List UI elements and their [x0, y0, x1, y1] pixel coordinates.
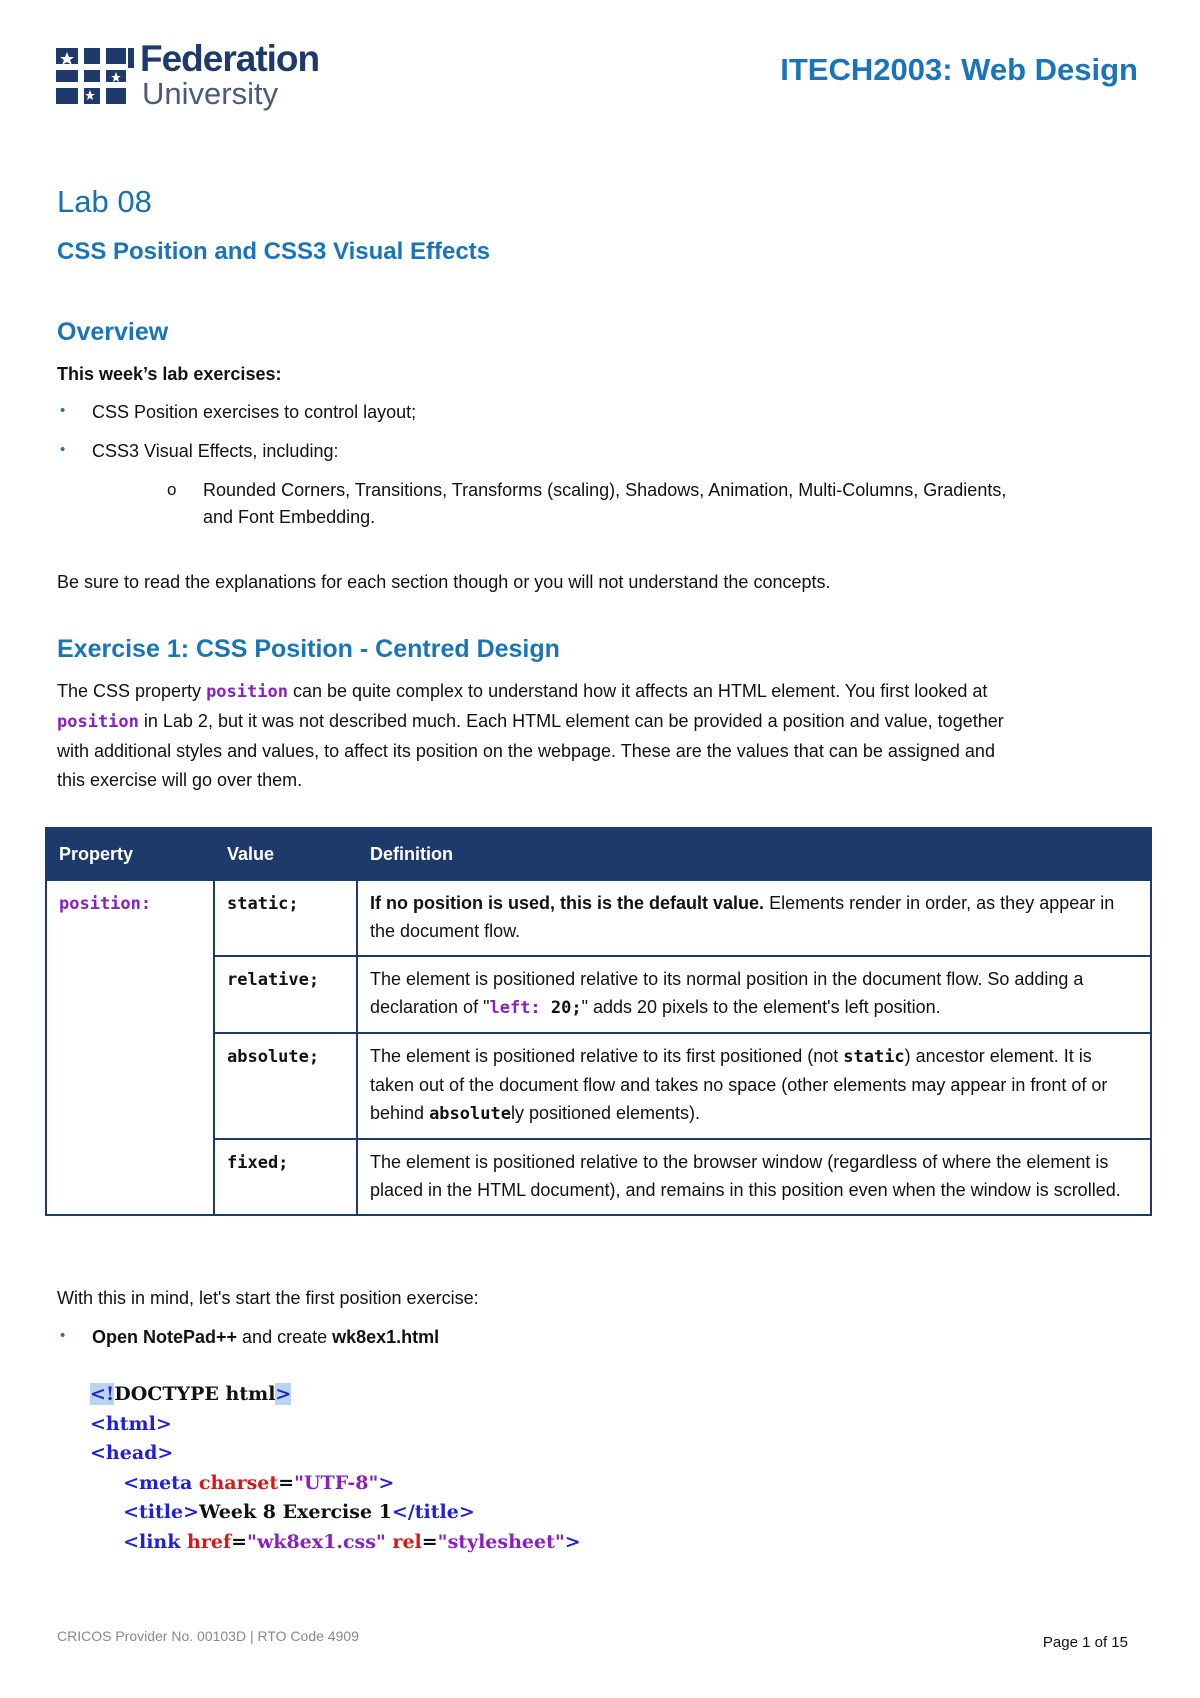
html-code-block: [90, 1380, 581, 1557]
overview-intro: This week’s lab exercises:: [57, 364, 282, 384]
step-text: and create: [237, 1327, 333, 1347]
table-cell-value: [214, 880, 357, 956]
sub-bullet-marker: o: [167, 480, 177, 499]
code-token: "stylesheet": [437, 1530, 565, 1553]
table-header-value: Value: [214, 828, 357, 880]
federation-university-logo: [56, 38, 326, 114]
table-cell-definition: The element is positioned relative to the browser window (regardless of where the element is placed in the HTML document), and remains in this position even when the window is scrolled.: [357, 1139, 1151, 1215]
lab-title: Lab 08: [57, 184, 152, 219]
course-title: ITECH2003: Web Design: [780, 52, 1138, 87]
table-cell-value: [214, 1033, 357, 1139]
code-keyword-position: position: [57, 712, 139, 732]
code-keyword-position: position: [206, 682, 288, 702]
table-cell-value: [214, 1139, 357, 1215]
logo-text-federation: Federation: [140, 38, 320, 79]
overview-note: Be sure to read the explanations for each section though or you will not understand the concepts.: [57, 572, 831, 592]
code-token: </title>: [391, 1501, 475, 1523]
intro-text: this exercise will go over them.: [57, 770, 303, 790]
table-cell-definition: [357, 956, 1151, 1033]
code-line: [90, 1498, 581, 1528]
code-line: [90, 1528, 581, 1558]
footer-page-number: Page 1 of 15: [1042, 1634, 1128, 1651]
step-open-notepad: [92, 1323, 439, 1351]
exercise-1-heading: Exercise 1: CSS Position - Centred Design: [57, 635, 560, 663]
code-line: [90, 1410, 581, 1440]
sub-bullet-line-2: and Font Embedding.: [203, 507, 376, 527]
code-left: left:: [489, 998, 541, 1018]
code-token: DOCTYPE html: [114, 1383, 276, 1405]
code-token: <!: [90, 1383, 115, 1405]
code-token: charset: [192, 1471, 279, 1494]
overview-sub-bullet: [203, 477, 1133, 531]
bullet-marker: •: [60, 441, 66, 458]
after-table-text: With this in mind, let's start the first position exercise:: [57, 1288, 479, 1308]
table-header-definition: Definition: [357, 828, 1151, 880]
code-token: <link: [123, 1530, 181, 1553]
code-static: static: [843, 1047, 905, 1067]
definition-bold: If no position is used, this is the default value.: [370, 893, 765, 913]
table-cell-definition: [357, 1033, 1151, 1139]
code-token: >: [564, 1530, 581, 1553]
code-token: =: [421, 1530, 438, 1553]
code-token: "UTF-8": [294, 1471, 379, 1494]
value-static: static;: [227, 894, 299, 914]
table-header-property: Property: [46, 828, 214, 880]
position-values-table: [45, 827, 1152, 1216]
value-relative: relative;: [227, 970, 320, 990]
definition-text: The element is positioned relative to its first positioned (not: [370, 1046, 844, 1066]
code-20: 20;: [540, 998, 582, 1018]
overview-bullet-1: CSS Position exercises to control layout;: [92, 402, 417, 422]
logo-text-university: University: [142, 76, 279, 111]
step-bold: Open NotePad++: [92, 1327, 238, 1347]
code-token: <meta: [123, 1471, 193, 1494]
bullet-marker: •: [60, 402, 66, 419]
table-row: [46, 880, 1151, 956]
table-cell-property: [46, 880, 214, 1215]
code-absolute: absolute: [429, 1104, 511, 1124]
intro-text: in Lab 2, but it was not described much. Each HTML element can be provided a position and value, together: [138, 711, 1004, 731]
definition-text: ) ancestor element. It is taken out of the document flow and takes no space (other elements may appear in front of or behind: [370, 1046, 1108, 1123]
code-token: href: [180, 1530, 232, 1553]
overview-bullet-2: CSS3 Visual Effects, including:: [92, 441, 339, 461]
code-token: Week 8 Exercise 1: [199, 1501, 392, 1523]
code-token: >: [378, 1471, 395, 1494]
code-token: >: [275, 1383, 292, 1405]
table-header-row: [46, 828, 1151, 880]
sub-bullet-line-1: Rounded Corners, Transitions, Transforms (scaling), Shadows, Animation, Multi-Columns, Gradients,: [203, 480, 1007, 500]
exercise-1-intro: [57, 677, 1147, 795]
definition-text: Elements render in order, as they appear in the document flow.: [370, 893, 1115, 941]
step-filename: wk8ex1.html: [332, 1327, 440, 1347]
code-token: "wk8ex1.css": [247, 1530, 386, 1553]
code-line: [90, 1380, 581, 1410]
intro-text: can be quite complex to understand how it affects an HTML element. You first looked at: [287, 681, 988, 701]
definition-text: ly positioned elements).: [510, 1103, 701, 1123]
footer-cricos: CRICOS Provider No. 00103D | RTO Code 4909: [57, 1628, 359, 1644]
intro-text: The CSS property: [57, 681, 207, 701]
definition-text: " adds 20 pixels to the element's left position.: [581, 997, 941, 1017]
value-fixed: fixed;: [227, 1153, 289, 1173]
intro-text: with additional styles and values, to affect its position on the webpage. These are the values that can be assigned and: [57, 741, 995, 761]
code-line: [90, 1439, 581, 1469]
code-token: <title>: [123, 1501, 199, 1523]
code-token: <head>: [90, 1442, 174, 1464]
overview-heading: Overview: [57, 318, 169, 346]
lab-subtitle: CSS Position and CSS3 Visual Effects: [57, 238, 491, 265]
table-cell-definition: [357, 880, 1151, 956]
code-line: [90, 1469, 581, 1499]
code-token: =: [278, 1471, 295, 1494]
code-token: <html>: [90, 1412, 172, 1435]
university-emblem-icon: [56, 42, 136, 110]
bullet-marker: •: [60, 1327, 66, 1344]
property-name: position:: [59, 894, 152, 914]
code-token: rel: [385, 1530, 422, 1553]
code-token: =: [231, 1530, 248, 1553]
table-cell-value: [214, 956, 357, 1033]
definition-text: The element is positioned relative to its normal position in the document flow. So adding a declaration of ": [370, 969, 1084, 1017]
value-absolute: absolute;: [227, 1047, 320, 1067]
